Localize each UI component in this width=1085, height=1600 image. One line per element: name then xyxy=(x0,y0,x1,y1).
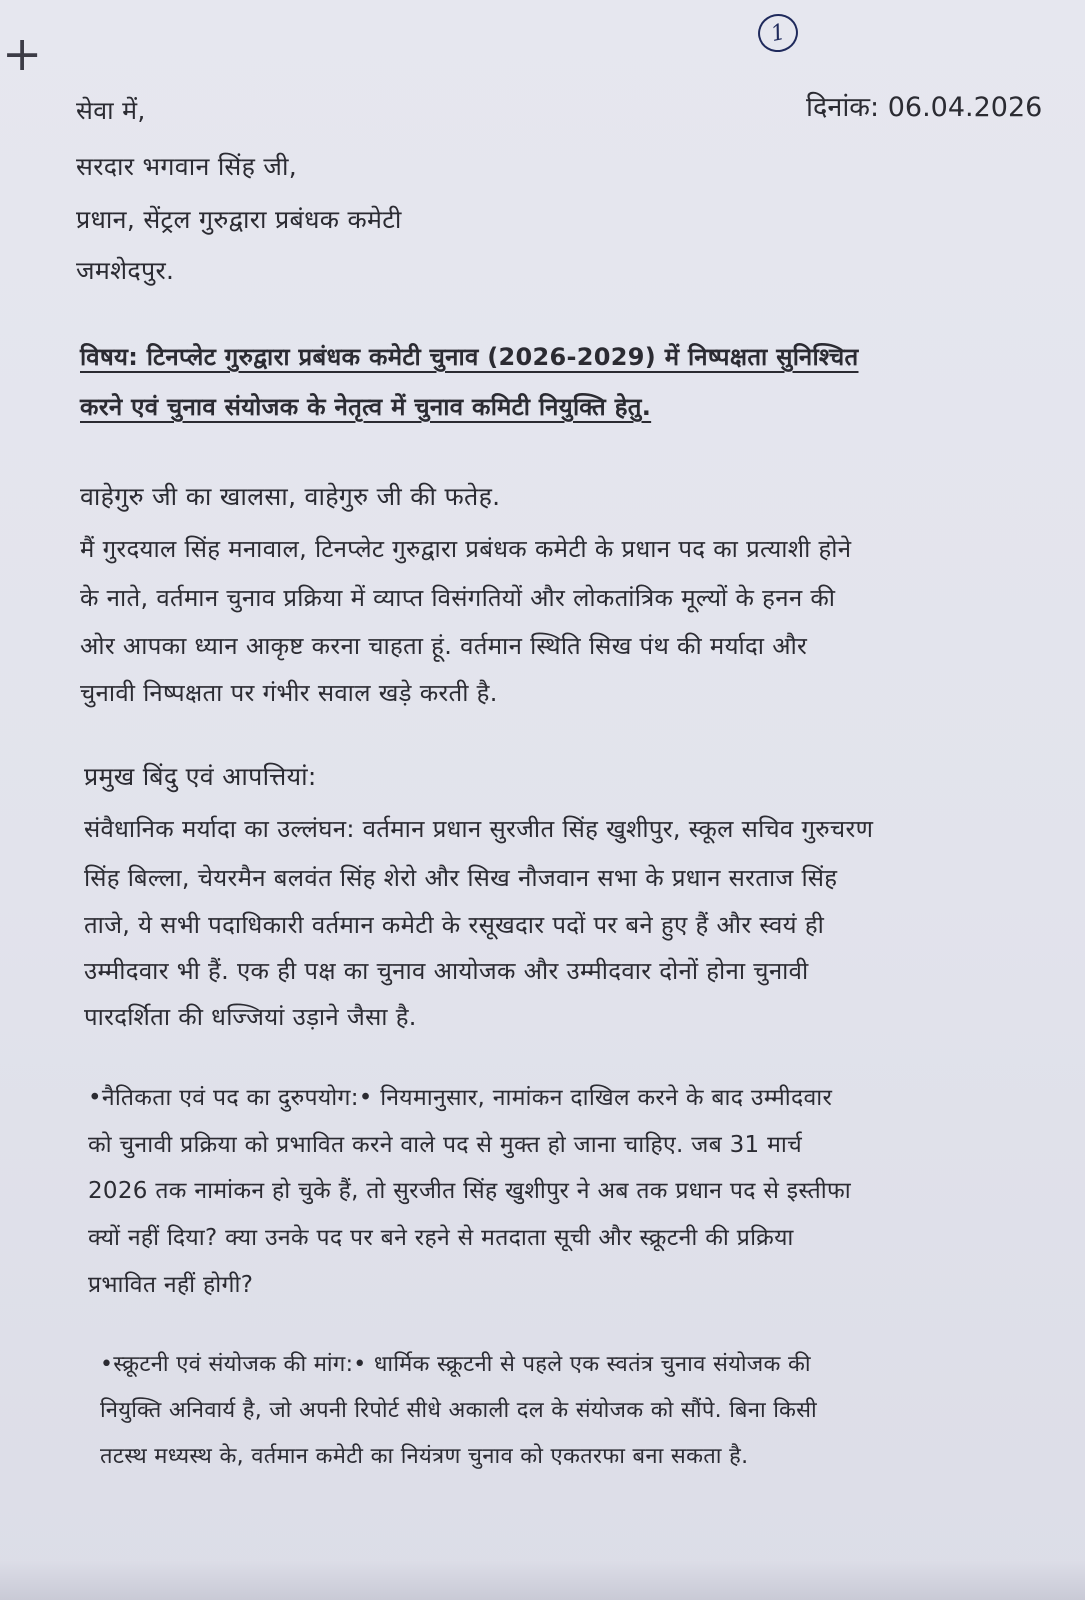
subject-line-2: करने एवं चुनाव संयोजक के नेतृत्व में चुनाव कमिटी नियुक्ति हेतु. xyxy=(80,393,652,421)
point1-line-2: सिंह बिल्ला, चेयरमैन बलवंत सिंह शेरो और सिख नौजवान सभा के प्रधान सरताज सिंह xyxy=(84,864,838,892)
intro-line-4: चुनावी निष्पक्षता पर गंभीर सवाल खड़े करती है. xyxy=(80,679,498,707)
point3-line-3: तटस्थ मध्यस्थ के, वर्तमान कमेटी का नियंत्रण चुनाव को एकतरफा बना सकता है. xyxy=(100,1444,749,1469)
point2-line-4: क्यों नहीं दिया? क्या उनके पद पर बने रहने से मतदाता सूची और स्क्रूटनी की प्रक्रिया xyxy=(88,1225,794,1251)
point3-line-2: नियुक्ति अनिवार्य है, जो अपनी रिपोर्ट सीधे अकाली दल के संयोजक को सौंपे. बिना किसी xyxy=(100,1398,818,1423)
point2-line-1: •नैतिकता एवं पद का दुरुपयोग:• नियमानुसार, नामांकन दाखिल करने के बाद उम्मीदवार xyxy=(88,1085,833,1111)
point1-line-5: पारदर्शिता की धज्जियां उड़ाने जैसा है. xyxy=(84,1003,417,1031)
point2-line-2: को चुनावी प्रक्रिया को प्रभावित करने वाले पद से मुक्त हो जाना चाहिए. जब 31 मार्च xyxy=(88,1132,803,1158)
page-bottom-shadow xyxy=(0,1560,1085,1600)
address-line-4: जमशेदपुर. xyxy=(76,256,175,285)
address-line-2: सरदार भगवान सिंह जी, xyxy=(76,152,297,181)
point1-line-4: उम्मीदवार भी हैं. एक ही पक्ष का चुनाव आयोजक और उम्मीदवार दोनों होना चुनावी xyxy=(84,957,809,985)
point1-line-3: ताजे, ये सभी पदाधिकारी वर्तमान कमेटी के रसूखदार पदों पर बने हुए हैं और स्वयं ही xyxy=(84,911,825,939)
page-number-circle xyxy=(754,10,801,55)
greeting: वाहेगुरु जी का खालसा, वाहेगुरु जी की फतेह. xyxy=(80,482,501,511)
points-heading: प्रमुख बिंदु एवं आपत्तियां: xyxy=(84,762,317,791)
intro-line-2: के नाते, वर्तमान चुनाव प्रक्रिया में व्याप्त विसंगतियों और लोकतांत्रिक मूल्यों के हनन की xyxy=(80,584,836,612)
point1-line-1: संवैधानिक मर्यादा का उल्लंघन: वर्तमान प्रधान सुरजीत सिंह खुशीपुर, स्कूल सचिव गुरुचरण xyxy=(84,815,874,843)
point2-line-5: प्रभावित नहीं होगी? xyxy=(88,1272,254,1298)
margin-mark: + xyxy=(2,26,43,82)
page-number: 1 xyxy=(768,19,788,47)
address-line-1: सेवा में, xyxy=(76,96,146,125)
letter-date: दिनांक: 06.04.2026 xyxy=(806,92,1043,123)
address-line-3: प्रधान, सेंट्रल गुरुद्वारा प्रबंधक कमेटी xyxy=(76,205,402,234)
intro-line-3: ओर आपका ध्यान आकृष्ट करना चाहता हूं. वर्तमान स्थिति सिख पंथ की मर्यादा और xyxy=(80,632,808,660)
point2-line-3: 2026 तक नामांकन हो चुके हैं, तो सुरजीत सिंह खुशीपुर ने अब तक प्रधान पद से इस्तीफा xyxy=(88,1178,851,1204)
subject-line-1: विषय: टिनप्लेट गुरुद्वारा प्रबंधक कमेटी चुनाव (2026-2029) में निष्पक्षता सुनिश्चित xyxy=(80,343,859,371)
intro-line-1: मैं गुरदयाल सिंह मनावाल, टिनप्लेट गुरुद्वारा प्रबंधक कमेटी के प्रधान पद का प्रत्याशी होने xyxy=(80,535,852,563)
point3-line-1: •स्क्रूटनी एवं संयोजक की मांग:• धार्मिक स्क्रूटनी से पहले एक स्वतंत्र चुनाव संयोजक की xyxy=(100,1352,811,1377)
